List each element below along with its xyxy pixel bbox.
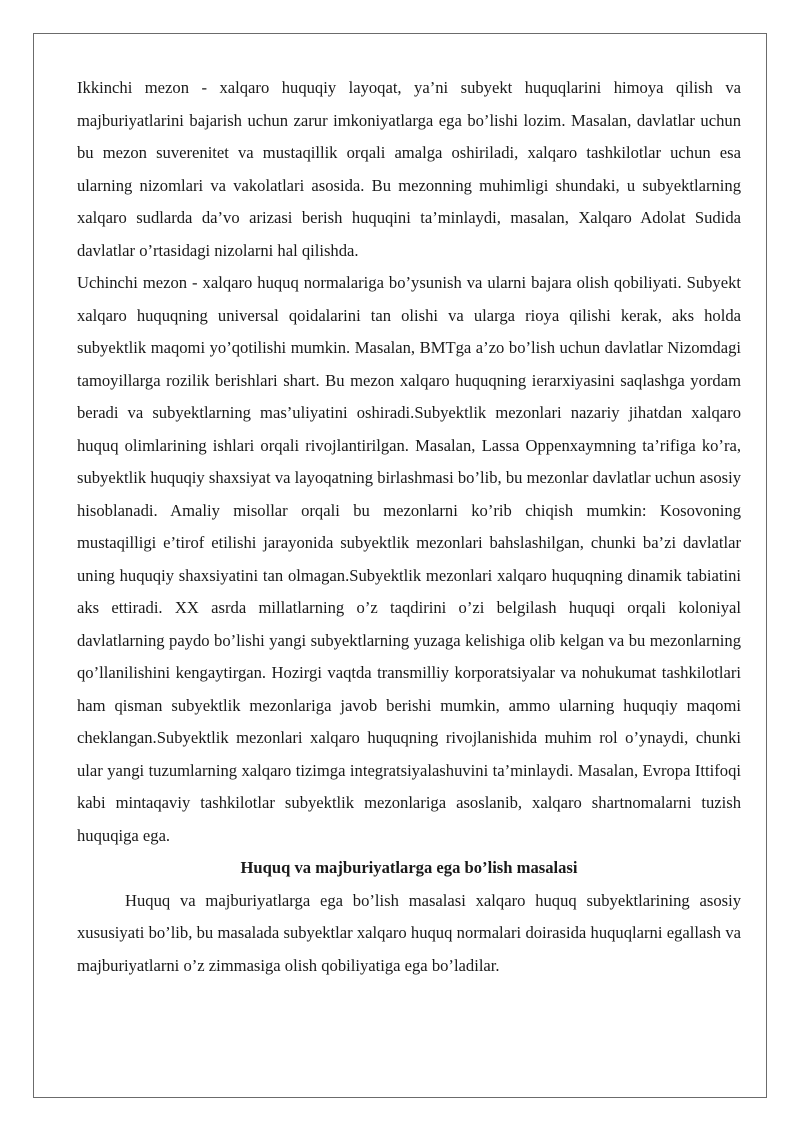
paragraph-second-criterion: Ikkinchi mezon - xalqaro huquqiy layoqat, ya’ni subyekt huquqlarini himoya qilish va majburiyatlarini bajarish uchun zarur imkoniyatlarga ega bo’lishi lozim. Masalan, davlatlar uchun bu mezon suverenitet va mustaqillik orqali amalga oshiriladi, xalqaro tashkilotlar uchun esa ularning nizomlari va vakolatlari asosida. Bu mezonning muhimligi shundaki, u subyektlarning xalqaro sudlarda da’vo arizasi berish huquqini ta’minlaydi, masalan, Xalqaro Adolat Sudida davlatlar o’rtasidagi nizolarni hal qilishda. <box>77 78 741 260</box>
document-body <box>77 72 741 982</box>
paragraph-rights-obligations: Huquq va majburiyatlarga ega bo’lish masalasi xalqaro huquq subyektlarining asosiy xususiyati bo’lib, bu masalada subyektlar xalqaro huquq normalari doirasida huquqlarni egallash va majburiyatlarni o’z zimmasiga olish qobiliyatiga ega bo’ladilar. <box>77 890 741 975</box>
section-heading: Huquq va majburiyatlarga ega bo’lish masalasi <box>240 858 578 877</box>
paragraph-third-criterion: Uchinchi mezon - xalqaro huquq normalariga bo’ysunish va ularni bajara olish qobiliyati. Subyekt xalqaro huquqning universal qoidalarini tan olishi va ularga rioya qilishi kerak, aks holda subyektlik maqomi yo’qotilishi mumkin. Masalan, BMTga a’zo bo’lish uchun davlatlar Nizomdagi tamoyillarga rozilik berishlari shart. Bu mezon xalqaro huquqning ierarxiyasini saqlashga yordam beradi va subyektlarning mas’uliyatini oshiradi.Subyektlik mezonlari nazariy jihatdan xalqaro huquq olimlarining ishlari orqali rivojlantirilgan. Masalan, Lassa Oppenxaymning ta’rifiga ko’ra, subyektlik huquqiy shaxsiyat va layoqatning birlashmasi bo’lib, bu mezonlar davlatlar uchun asosiy hisoblanadi. Amaliy misollar orqali bu mezonlarni ko’rib chiqish mumkin: Kosovoning mustaqilligi e’tirof etilishi jarayonida subyektlik mezonlari bahslashilgan, chunki ba’zi davlatlar uning huquqiy shaxsiyatini tan olmagan.Subyektlik mezonlari xalqaro huquqning dinamik tabiatini aks ettiradi. XX asrda millatlarning o’z taqdirini o’zi belgilash huquqi orqali koloniyal davlatlarning paydo bo’lishi yangi subyektlarning yuzaga kelishiga olib kelgan va bu mezonlarning qo’llanilishini kengaytirgan. Hozirgi vaqtda transmilliy korporatsiyalar va nohukumat tashkilotlari ham qisman subyektlik mezonlariga javob berishi mumkin, ammo ularning huquqiy maqomi cheklangan.Subyektlik mezonlari xalqaro huquqning rivojlanishida muhim rol o’ynaydi, chunki ular yangi tuzumlarning xalqaro tizimga integratsiyalashuvini ta’minlaydi. Masalan, Evropa Ittifoqi kabi mintaqaviy tashkilotlar subyektlik mezonlariga asoslanib, xalqaro shartnomalarni tuzish huquqiga ega. <box>77 273 741 845</box>
